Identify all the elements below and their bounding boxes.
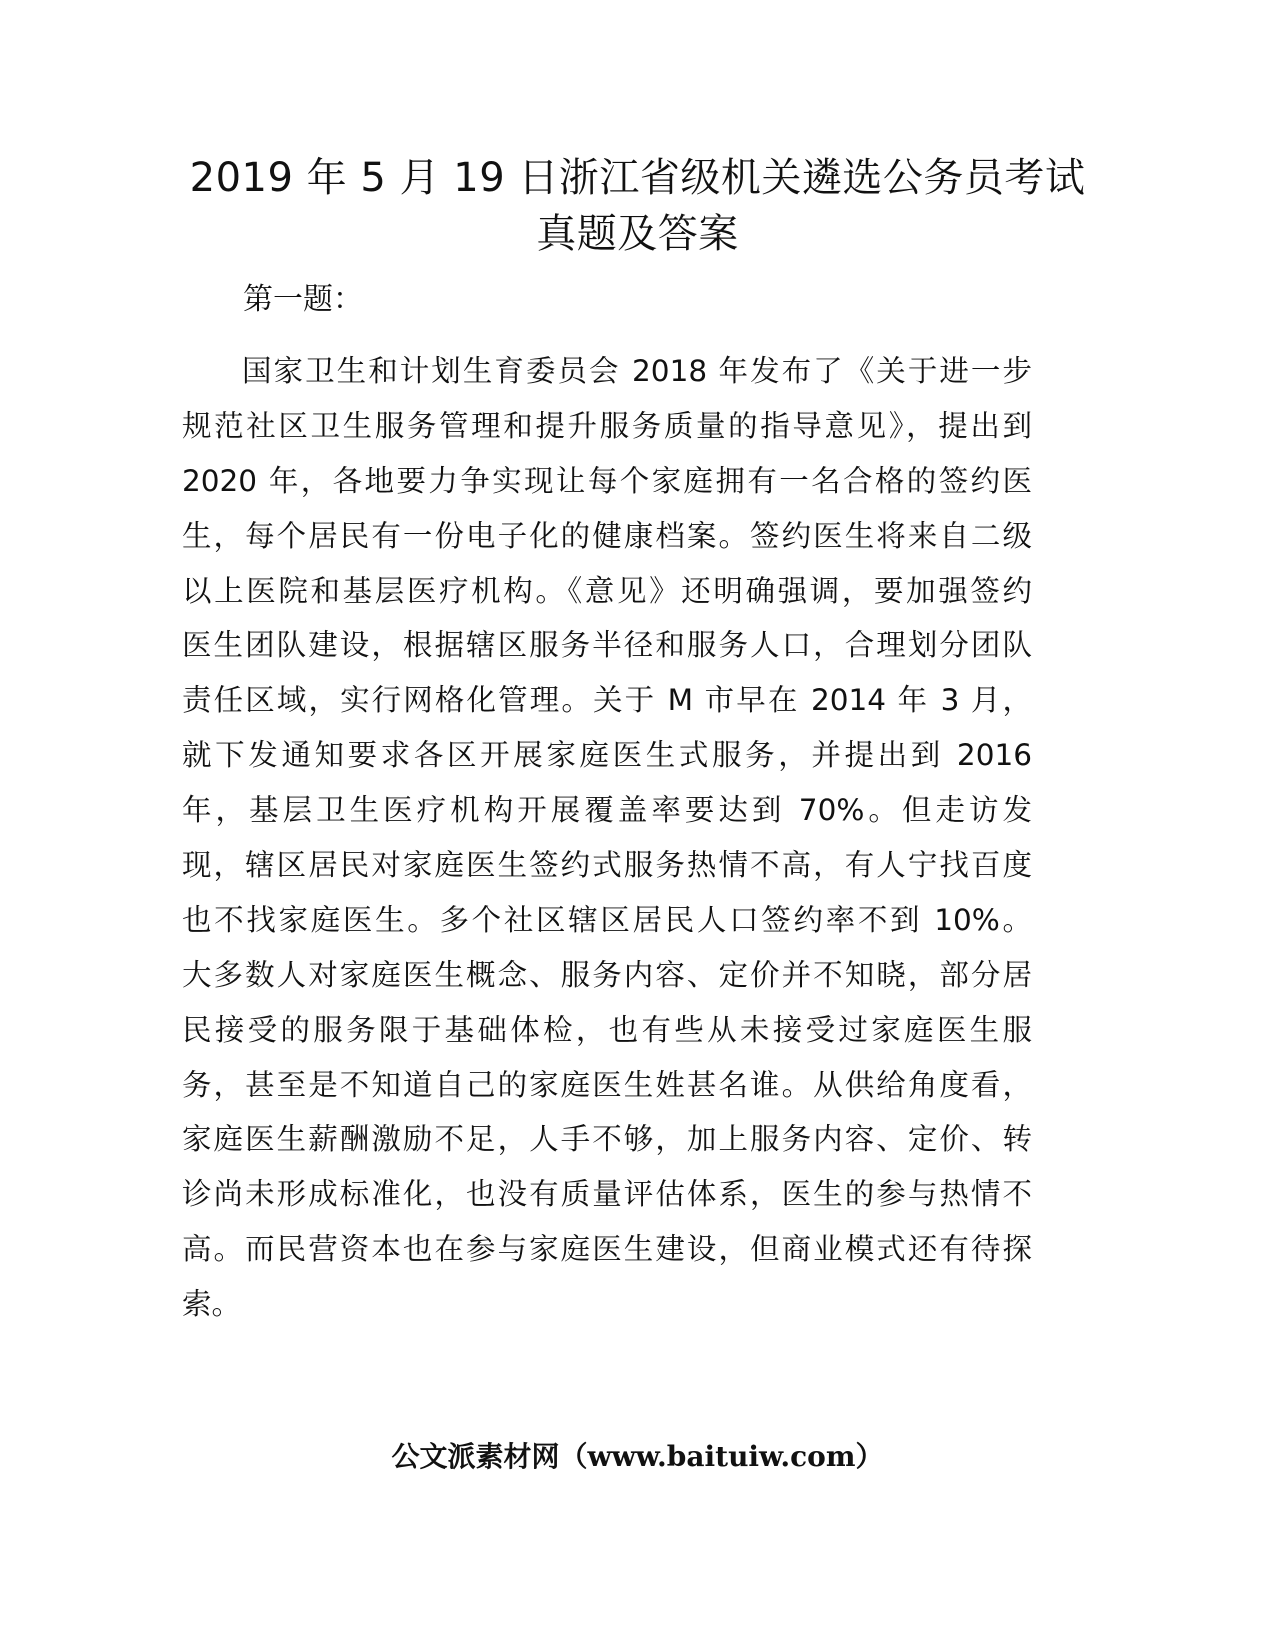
body-line: 家庭医生薪酬激励不足，人手不够，加上服务内容、定价、转 [182,1122,1032,1157]
body-line: 高。而民营资本也在参与家庭医生建设，但商业模式还有待探 [182,1232,1032,1267]
body-line: 诊尚未形成标准化，也没有质量评估体系，医生的参与热情不 [182,1177,1032,1212]
body-line: 责任区域，实行网格化管理。关于 M 市早在 2014 年 3 月， [182,683,1032,718]
body-line: 也不找家庭医生。多个社区辖区居民人口签约率不到 10%。 [182,902,1032,937]
body-line: 医生团队建设，根据辖区服务半径和服务人口，合理划分团队 [182,628,1032,663]
body-line: 就下发通知要求各区开展家庭医生式服务，并提出到 2016 [182,738,1032,773]
body-line: 索。 [182,1287,242,1322]
section-heading: 第一题： [243,282,363,317]
body-line: 务，甚至是不知道自己的家庭医生姓甚名谁。从供给角度看， [182,1067,1032,1102]
body-line: 现，辖区居民对家庭医生签约式服务热情不高，有人宁找百度 [182,848,1032,883]
body-line: 生，每个居民有一份电子化的健康档案。签约医生将来自二级 [182,518,1032,553]
document-title-line-1: 2019 年 5 月 19 日浙江省级机关遴选公务员考试 [189,155,1086,201]
body-line: 2020 年，各地要力争实现让每个家庭拥有一名合格的签约医 [182,463,1032,498]
footer-source-link: 公文派素材网（www.baituiw.com） [391,1440,884,1473]
body-line: 大多数人对家庭医生概念、服务内容、定价并不知晓，部分居 [182,957,1032,992]
body-line: 国家卫生和计划生育委员会 2018 年发布了《关于进一步 [242,354,1032,388]
body-line: 以上医院和基层医疗机构。《意见》还明确强调，要加强签约 [182,573,1032,608]
body-line: 年，基层卫生医疗机构开展覆盖率要达到 70%。但走访发 [182,793,1032,828]
document-title-line-2: 真题及答案 [536,211,739,257]
body-line: 规范社区卫生服务管理和提升服务质量的指导意见》，提出到 [182,408,1032,443]
body-line: 民接受的服务限于基础体检，也有些从未接受过家庭医生服 [182,1012,1032,1047]
body-paragraph [182,344,1032,1332]
